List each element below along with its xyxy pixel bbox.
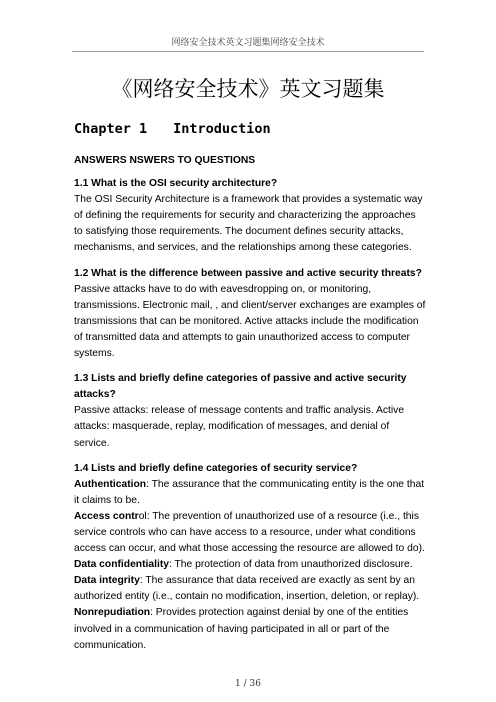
question-1-2: 1.2 What is the difference between passive and active security threats?: [74, 267, 422, 279]
page-number: 1 / 36: [235, 679, 261, 689]
service-definition: : The protection of data from unauthorized disclosure.: [168, 559, 413, 571]
service-data-confidentiality: [74, 557, 426, 573]
question-1-4: 1.4 Lists and briefly define categories of security service?: [74, 462, 358, 474]
header-rule: [72, 51, 424, 52]
service-definition: : The prevention of unauthorized use of a resource (i.e., this service controls who can have access to a resource, under what conditions access can occur, and what those accessing the resource are allowed to do).: [74, 510, 425, 555]
answer-1-1: The OSI Security Architecture is a framework that provides a systematic way of defining the requirements for security and characterizing the approaches to satisfying those requirements. The document defines security attacks, mechanisms, and services, and the relationships among these categories.: [74, 194, 423, 254]
document-title: 《网络安全技术》英文习题集: [111, 77, 385, 101]
answer-1-2: Passive attacks have to do with eavesdropping on, or monitoring, transmissions. Electronic mail, , and client/server exchanges are examples of transmissions that can be monitored. Active attacks include the modification of transmitted data and attempts to gain unauthorized access to computer systems.: [74, 283, 426, 360]
service-definition: : The assurance that the communicating entity is the one that it claims to be.: [74, 478, 425, 506]
service-term: Access contr: [74, 510, 139, 522]
service-nonrepudiation: [74, 605, 426, 653]
service-term: Data integrity: [74, 575, 140, 587]
service-access-control: [74, 509, 426, 557]
service-definition: : Provides protection against denial by one of the entities involved in a communication of having participated in all or part of the communication.: [74, 607, 409, 651]
service-authentication: [74, 477, 426, 509]
chapter-heading: [74, 121, 271, 137]
chapter-number: Chapter 1: [74, 121, 148, 137]
service-term: Nonrepudiation: [74, 607, 151, 619]
service-term: Authentication: [74, 478, 147, 490]
service-data-integrity: [74, 573, 426, 605]
running-header: 网络安全技术英文习题集网络安全技术: [171, 38, 325, 48]
service-term-rest: ol: [138, 510, 147, 522]
service-term: Data confidentiality: [74, 559, 169, 571]
answer-1-3: Passive attacks: release of message contents and traffic analysis. Active attacks: masquerade, replay, modification of messages, and denial of service.: [74, 405, 405, 449]
document-body: [74, 153, 426, 654]
chapter-name: Introduction: [173, 121, 271, 137]
service-definition: : The assurance that data received are exactly as sent by an authorized entity (i.e., contain no modification, insertion, deletion, or replay).: [74, 575, 420, 603]
section-heading: ANSWERS NSWERS TO QUESTIONS: [74, 155, 256, 166]
question-1-3: 1.3 Lists and briefly define categories of passive and active security attacks?: [74, 373, 407, 401]
question-1-1: 1.1 What is the OSI security architecture?: [74, 178, 278, 190]
